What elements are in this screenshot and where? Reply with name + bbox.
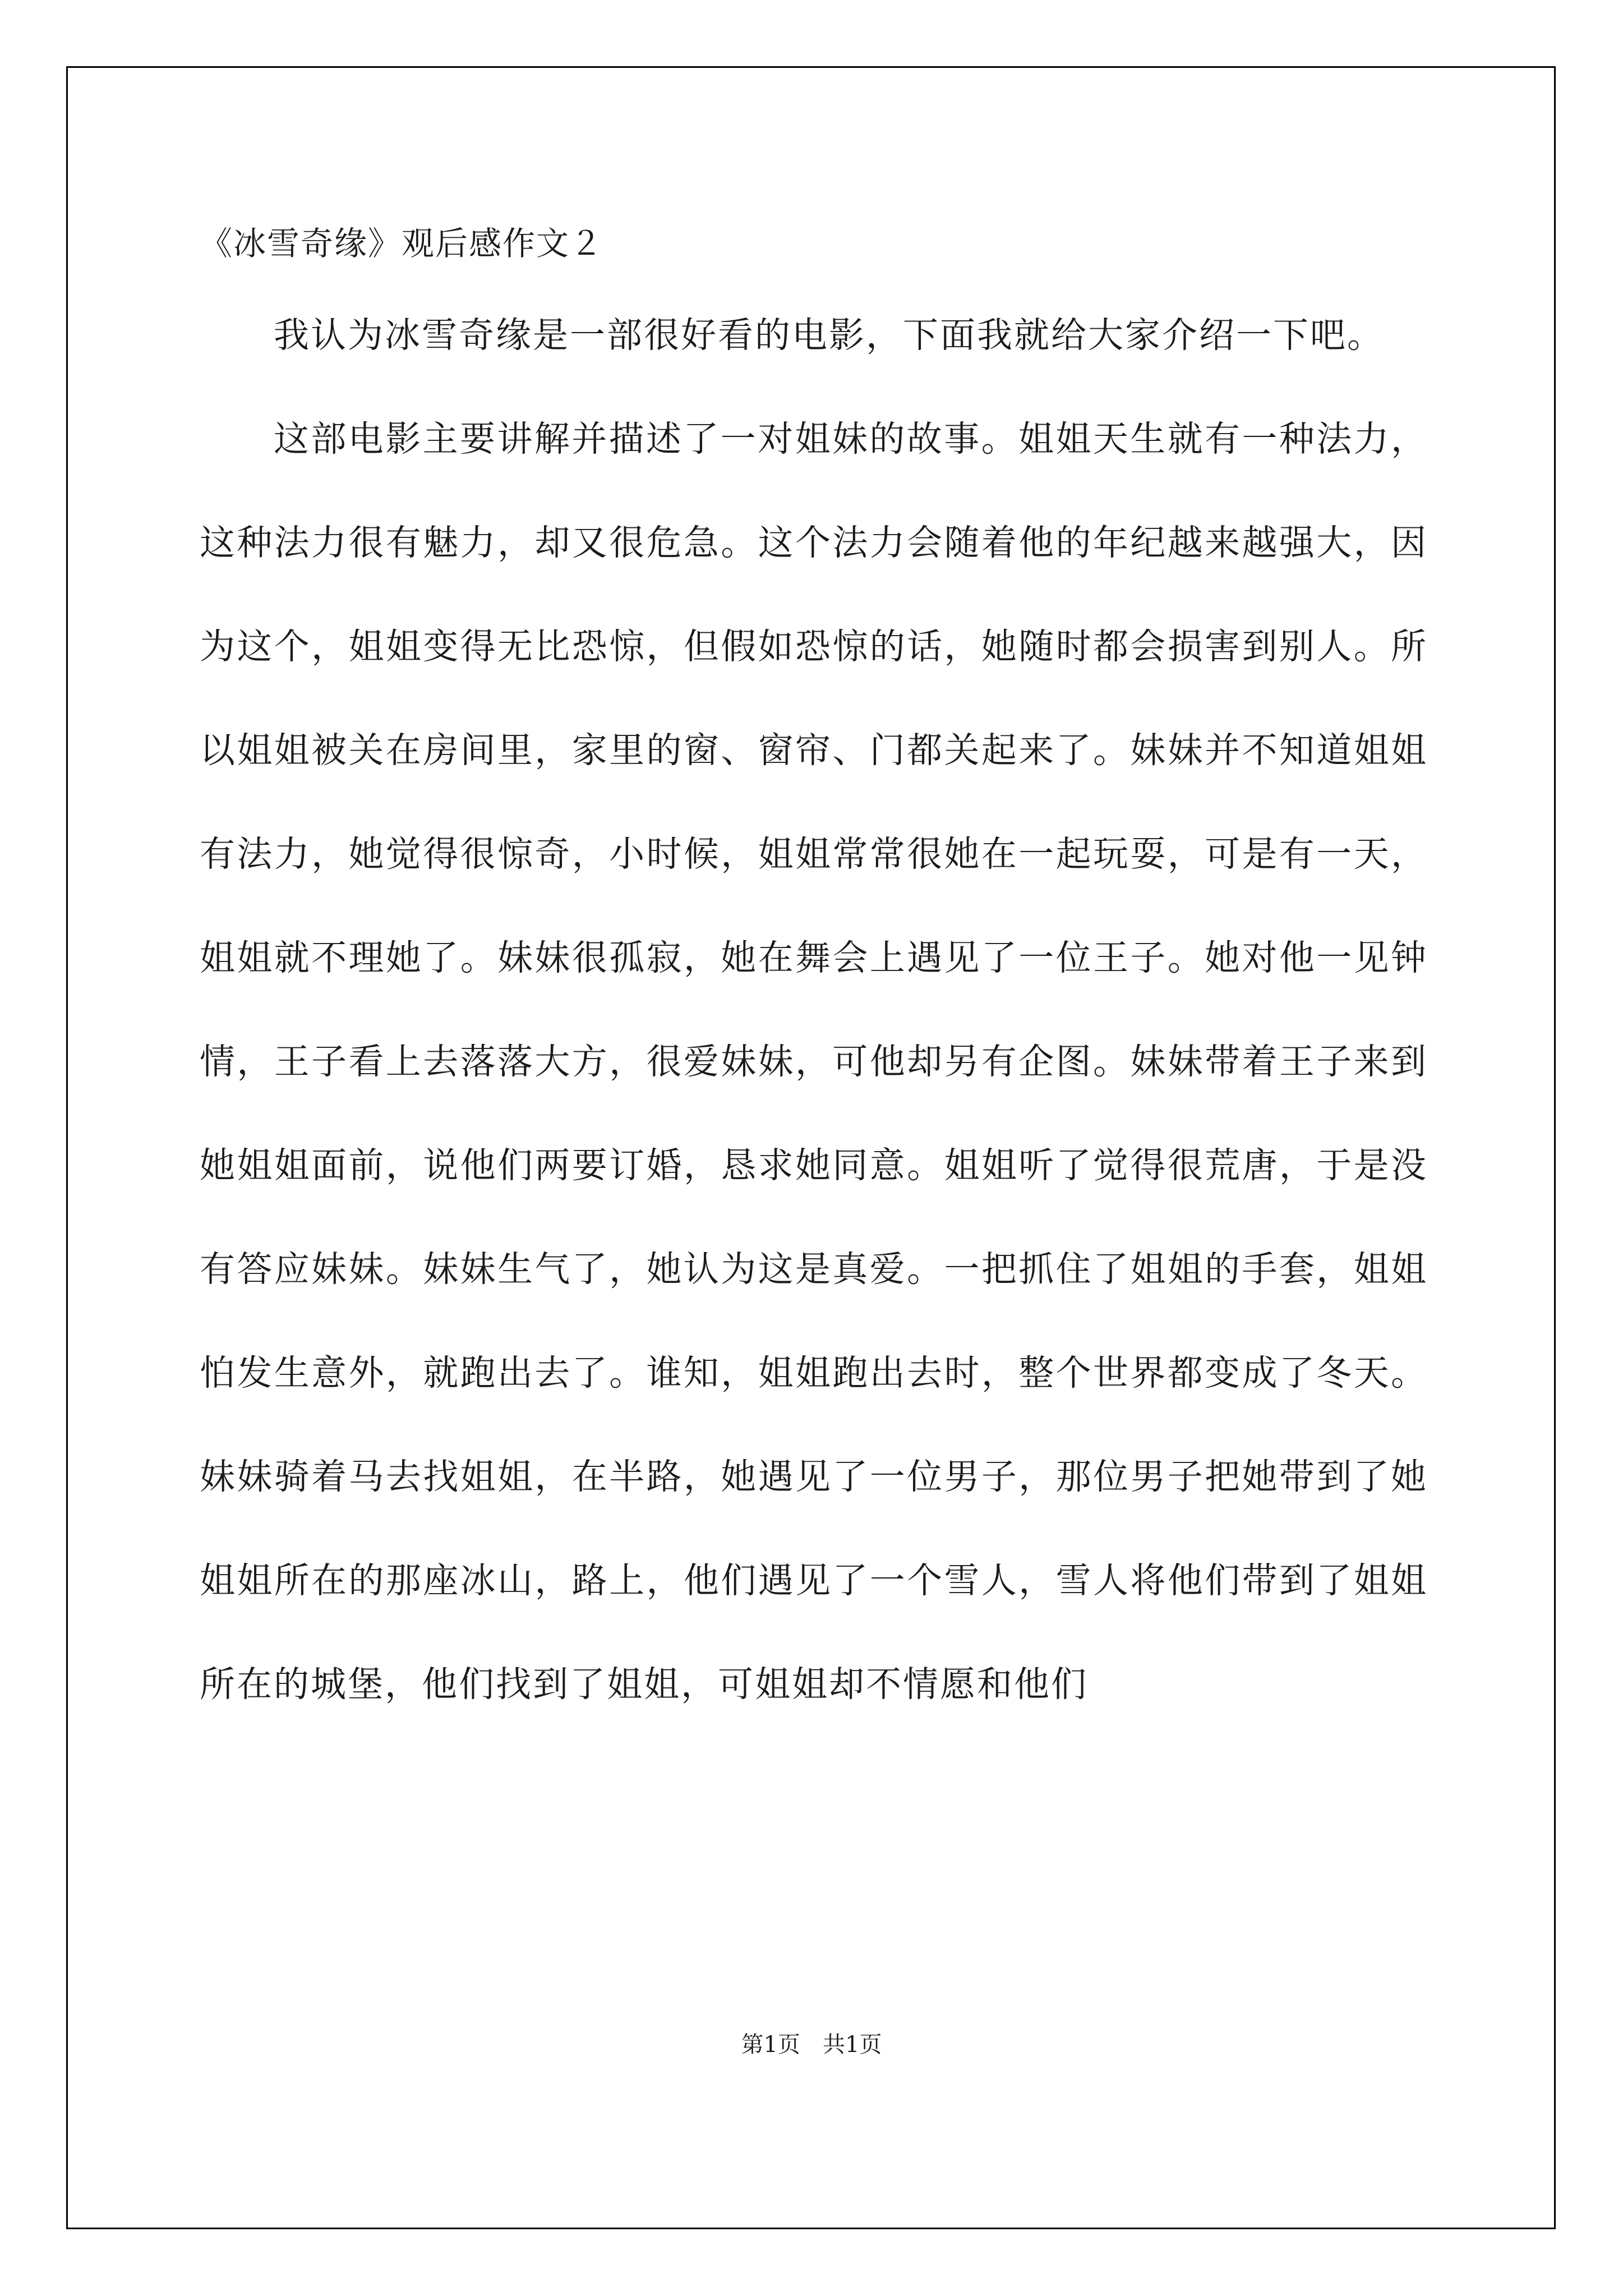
document-body [200,283,1428,1736]
paragraph-story: 这部电影主要讲解并描述了一对姐妹的故事。姐姐天生就有一种法力，这种法力很有魅力，却又很危急。这个法力会随着他的年纪越来越强大，因为这个，姐姐变得无比恐惊，但假如恐惊的话，她随时都会损害到别人。所以姐姐被关在房间里，家里的窗、窗帘、门都关起来了。妹妹并不知道姐姐有法力，她觉得很惊奇，小时候，姐姐常常很她在一起玩耍，可是有一天，姐姐就不理她了。妹妹很孤寂，她在舞会上遇见了一位王子。她对他一见钟情，王子看上去落落大方，很爱妹妹，可他却另有企图。妹妹带着王子来到她姐姐面前，说他们两要订婚，恳求她同意。姐姐听了觉得很荒唐，于是没有答应妹妹。妹妹生气了，她认为这是真爱。一把抓住了姐姐的手套，姐姐怕发生意外，就跑出去了。谁知，姐姐跑出去时，整个世界都变成了冬天。妹妹骑着马去找姐姐，在半路，她遇见了一位男子，那位男子把她带到了她姐姐所在的那座冰山，路上，他们遇见了一个雪人，雪人将他们带到了姐姐所在的城堡，他们找到了姐姐，可姐姐却不情愿和他们 [200,418,1428,1705]
paragraph-intro: 我认为冰雪奇缘是一部很好看的电影，下面我就给大家介绍一下吧。 [274,315,1384,356]
page-number-footer: 第1页 共1页 [741,2032,882,2058]
document-title: 《冰雪奇缘》观后感作文２ [200,224,604,263]
